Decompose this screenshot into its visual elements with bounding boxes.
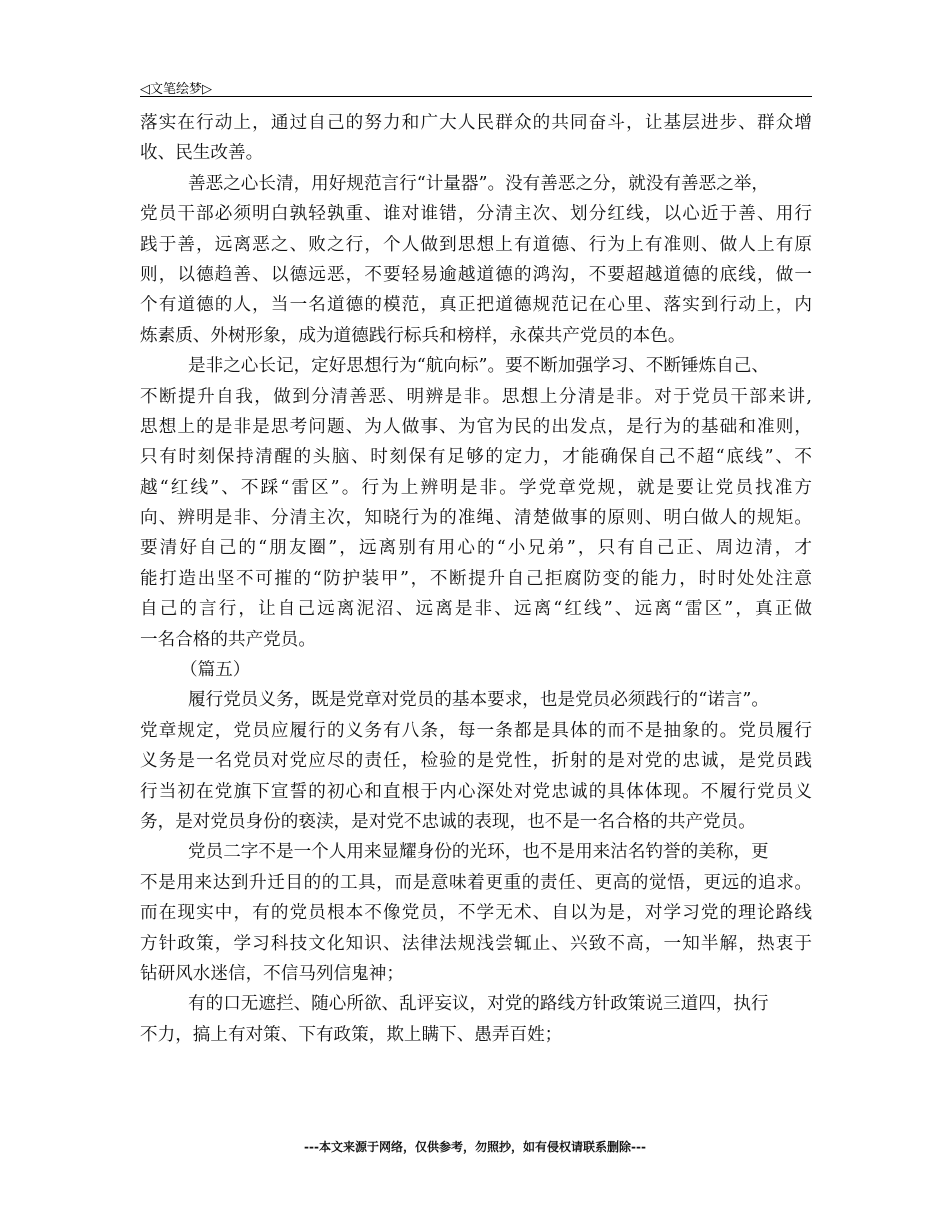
- text-line: 行当初在党旗下宣誓的初心和直根于内心深处对党忠诚的具体体现。不履行党员义: [140, 781, 812, 802]
- text-line: 炼素质、外树形象，成为道德践行标兵和榜样，永葆共产党员的本色。: [140, 325, 686, 346]
- header-divider: [140, 96, 812, 97]
- paragraph-first-line: 有的口无遮拦、随心所欲、乱评妄议，对党的路线方针政策说三道四，执行: [188, 994, 769, 1015]
- paragraph-first-line: 党员二字不是一个人用来显耀身份的光环，也不是用来沽名钓誉的美称，更: [188, 842, 769, 863]
- header-title: ◁文笔绘梦▷: [140, 82, 212, 97]
- text-line: 不是用来达到升迁目的的工具，而是意味着更重的责任、更高的觉悟，更远的追求。: [140, 872, 812, 893]
- text-line: 而在现实中，有的党员根本不像党员，不学无术、自以为是，对学习党的理论路线: [140, 903, 812, 924]
- paragraph-first-line: 履行党员义务，既是党章对党员的基本要求，也是党员必须践行的“诺言”。: [188, 690, 769, 711]
- text-line: 钻研风水迷信，不信马列信鬼神；: [140, 963, 404, 984]
- text-line: 个有道德的人，当一名道德的模范，真正把道德规范记在心里、落实到行动上，内: [140, 295, 812, 316]
- text-line: 不断提升自我，做到分清善恶、明辨是非。思想上分清是非。对于党员干部来讲,: [140, 386, 812, 407]
- paragraph-first-line: 是非之心长记，定好思想行为“航向标”。要不断加强学习、不断锤炼自己、: [188, 356, 769, 377]
- text-line: 党章规定，党员应履行的义务有八条，每一条都是具体的而不是抽象的。党员履行: [140, 720, 812, 741]
- section-heading: （篇五）: [180, 660, 251, 681]
- text-line: 向、辨明是非、分清主次，知晓行为的准绳、清楚做事的原则、明白做人的规矩。: [140, 508, 812, 529]
- text-line: 只有时刻保持清醒的头脑、时刻保有足够的定力，才能确保自己不超“底线”、不: [140, 447, 812, 468]
- page-header: [140, 74, 810, 98]
- text-line: 党员干部必须明白孰轻孰重、谁对谁错，分清主次、划分红线，以心近于善、用行: [140, 204, 812, 225]
- text-line: 能打造出坚不可摧的“防护装甲”，不断提升自己拒腐防变的能力，时时处处注意: [140, 568, 812, 589]
- text-line: 践于善，远离恶之、败之行，个人做到思想上有道德、行为上有准则、做人上有原: [140, 234, 812, 255]
- text-line: 落实在行动上，通过自己的努力和广大人民群众的共同奋斗，让基层进步、群众增: [140, 113, 812, 133]
- page-footer-disclaimer: ---本文来源于网络，仅供参考，勿照抄，如有侵权请联系删除---: [304, 1140, 646, 1154]
- document-body: [140, 108, 812, 1050]
- paragraph-first-line: 善恶之心长清，用好规范言行“计量器”。没有善恶之分，就没有善恶之举，: [188, 173, 769, 194]
- text-line: 一名合格的共产党员。: [140, 629, 316, 650]
- text-line: 思想上的是非是思考问题、为人做事、为官为民的出发点，是行为的基础和准则，: [140, 416, 812, 437]
- text-line: 务，是对党员身份的亵渎，是对党不忠诚的表现，也不是一名合格的共产党员。: [140, 811, 756, 832]
- text-line: 方针政策，学习科技文化知识、法律法规浅尝辄止、兴致不高，一知半解，热衷于: [140, 933, 812, 954]
- text-line: 要清好自己的“朋友圈”，远离别有用心的“小兄弟”，只有自己正、周边清，才: [140, 538, 812, 559]
- text-line: 则，以德趋善、以德远恶，不要轻易逾越道德的鸿沟，不要超越道德的底线，做一: [140, 264, 812, 285]
- text-line: 自己的言行，让自己远离泥沼、远离是非、远离“红线”、远离“雷区”，真正做: [140, 599, 812, 620]
- text-line: 收、民生改善。: [140, 143, 264, 164]
- text-line: 义务是一名党员对党应尽的责任，检验的是党性，折射的是对党的忠诚，是党员践: [140, 751, 812, 772]
- text-line: 不力，搞上有对策、下有政策，欺上瞒下、愚弄百姓；: [140, 1024, 563, 1045]
- text-line: 越“红线”、不踩“雷区”。行为上辨明是非。学党章党规，就是要让党员找准方: [140, 477, 812, 498]
